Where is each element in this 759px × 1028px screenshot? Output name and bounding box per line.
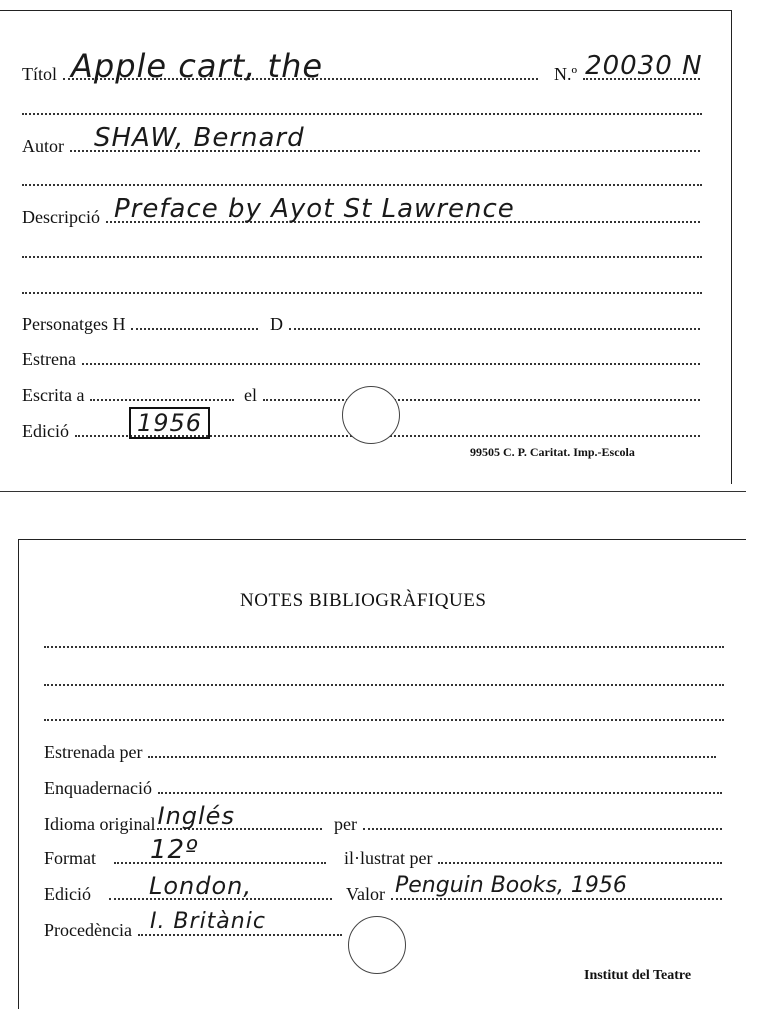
procedencia-row — [44, 909, 346, 940]
enquadernacio-label: Enquadernació — [44, 778, 152, 798]
procedencia-label: Procedència — [44, 920, 132, 940]
institution-name: Institut del Teatre — [584, 968, 692, 983]
format-value: 12º — [150, 835, 199, 865]
numero-label: N.º — [554, 64, 578, 84]
autor-line-2 — [22, 184, 702, 186]
edicio-label: Edició — [22, 421, 69, 441]
personatges-d-row — [270, 314, 704, 334]
format-label: Format — [44, 848, 96, 868]
personatges-d-label: D — [270, 314, 283, 334]
descripcio-value: Preface by Ayot St Lawrence — [113, 194, 515, 224]
titol-row — [22, 47, 542, 85]
personatges-h-label: Personatges H — [22, 314, 126, 334]
notes-line-1 — [44, 646, 724, 648]
illustrat-row — [344, 848, 726, 868]
idioma-row — [44, 802, 326, 834]
format-row — [44, 835, 330, 868]
titol-label: Títol — [22, 64, 57, 84]
autor-label: Autor — [22, 136, 64, 156]
notes-line-2 — [44, 684, 724, 686]
escrita-el-row — [244, 385, 704, 405]
idioma-per-row — [334, 814, 726, 834]
autor-row — [22, 123, 704, 156]
punch-hole-back — [348, 916, 406, 974]
enquadernacio-row — [44, 778, 726, 798]
notes-title: NOTES BIBLIOGRÀFIQUES — [240, 590, 487, 611]
illustrat-label: il·lustrat per — [344, 848, 433, 868]
estrena-row — [22, 349, 704, 369]
titol-line-2 — [22, 113, 702, 115]
procedencia-value: I. Britànic — [149, 909, 266, 934]
punch-hole-front — [342, 386, 400, 444]
valor-label: Valor — [346, 884, 385, 904]
personatges-row — [22, 314, 262, 334]
valor-row — [346, 873, 726, 904]
edicio2-value: London, — [149, 872, 253, 900]
numero-row — [554, 51, 704, 84]
notes-line-3 — [44, 719, 724, 721]
idioma-label: Idioma original — [44, 814, 156, 834]
idioma-value: Inglés — [157, 802, 235, 830]
estrena-label: Estrena — [22, 349, 76, 369]
edicio-value: 1956 — [129, 407, 210, 439]
autor-value: SHAW, Bernard — [94, 123, 305, 153]
titol-value: Apple cart, the — [71, 47, 324, 85]
estrenada-row — [44, 742, 720, 762]
descripcio-label: Descripció — [22, 207, 100, 227]
descripcio-line-2 — [22, 256, 702, 258]
valor-value: Penguin Books, 1956 — [395, 873, 627, 898]
estrenada-label: Estrenada per — [44, 742, 143, 762]
descripcio-row — [22, 194, 704, 227]
printer-line: 99505 C. P. Caritat. Imp.-Escola — [470, 445, 635, 459]
idioma-per-label: per — [334, 814, 357, 834]
escrita-label: Escrita a — [22, 385, 85, 405]
numero-value: 20030 N — [585, 51, 703, 81]
descripcio-line-3 — [22, 292, 702, 294]
escrita-el-label: el — [244, 385, 257, 405]
edicio2-row — [44, 872, 336, 904]
escrita-row — [22, 385, 238, 405]
edicio2-label: Edició — [44, 884, 91, 904]
card-separator — [0, 491, 746, 492]
